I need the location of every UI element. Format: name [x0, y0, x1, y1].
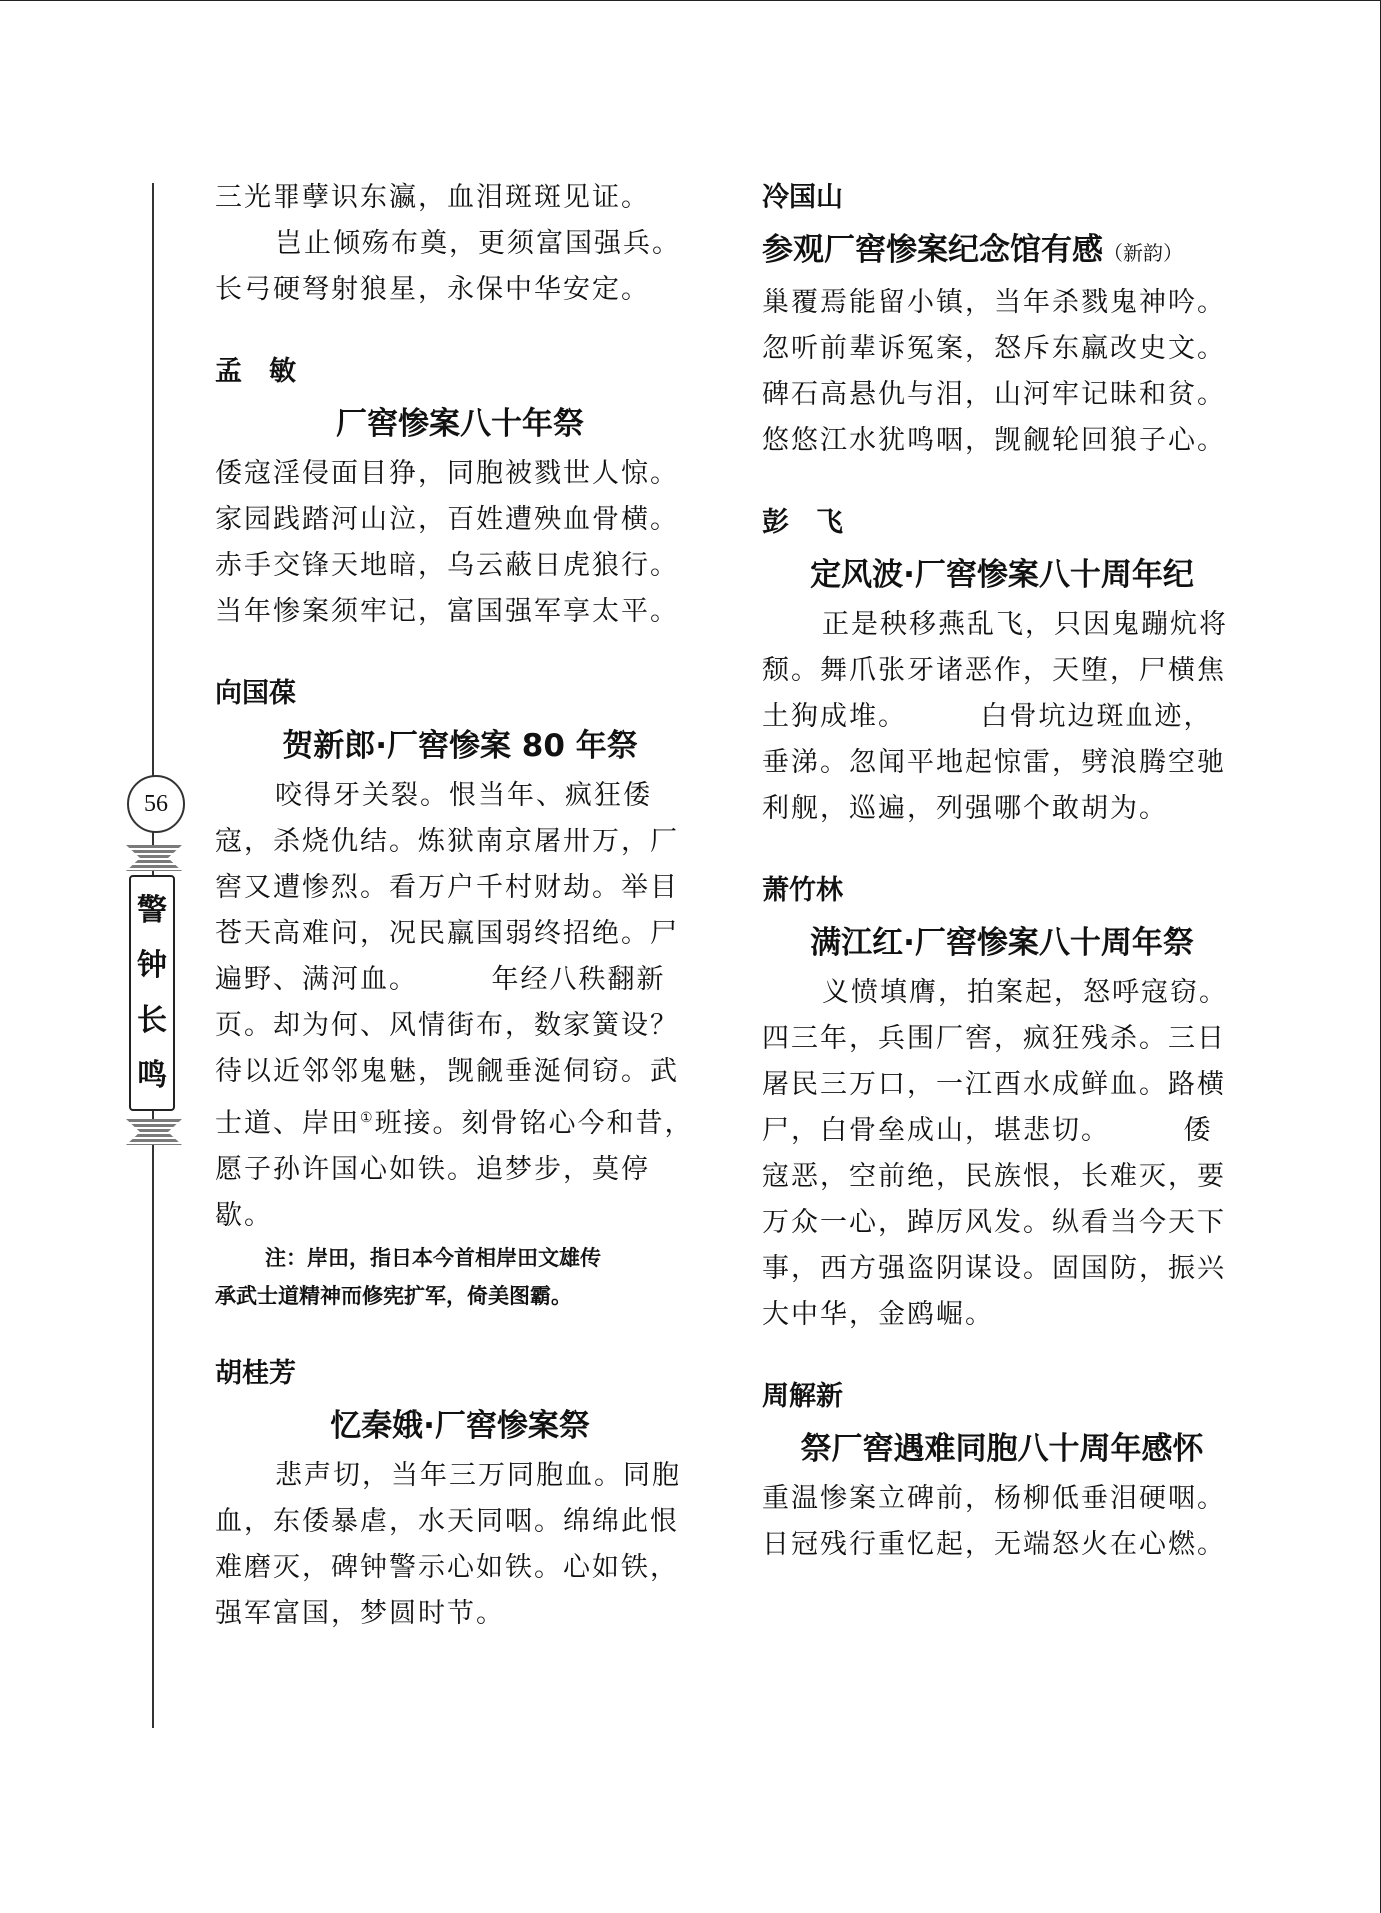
poem-line: 页。却为何、风情街布，数家簧设？ — [215, 1010, 679, 1041]
poem-line: 屠民三万口，一江酉水成鲜血。路横 — [762, 1069, 1226, 1100]
poem-line: 寇恶，空前绝，民族恨，长难灭，要 — [762, 1161, 1226, 1192]
poem-line: 倭寇淫侵面目狰，同胞被戮世人惊。 — [215, 458, 679, 489]
poem-author: 冷国山 — [762, 182, 843, 213]
poem-line: 大中华，金鸥崛。 — [762, 1299, 994, 1330]
poem-line: 愿子孙许国心如铁。追梦步，莫停 — [215, 1154, 650, 1185]
poem-leng — [762, 175, 1242, 464]
right-column — [762, 175, 1242, 1568]
poem-title-text: 参观厂窖惨案纪念馆有感 — [762, 232, 1103, 268]
poem-line: 寇，杀烧仇结。炼狱南京屠卅万，厂 — [215, 826, 679, 857]
left-column — [215, 175, 705, 1637]
page-number: 56 — [127, 775, 185, 833]
poem-line: 万众一心，踔厉风发。纵看当今天下 — [762, 1207, 1226, 1238]
poem-author: 萧竹林 — [762, 875, 843, 906]
poem-line: 巢覆焉能留小镇，当年杀戮鬼神吟。 — [762, 287, 1226, 318]
footnote-line: 承武士道精神而修宪扩军，倚美图霸。 — [215, 1283, 572, 1308]
poem-peng — [762, 500, 1242, 832]
poem-line: 家园践踏河山泣，百姓遭殃血骨横。 — [215, 504, 679, 535]
poem-line: 利舰，巡遍，列强哪个敢胡为。 — [762, 793, 1168, 824]
banner-stripes-bottom — [126, 1119, 182, 1145]
poem-xiang — [215, 671, 705, 1315]
poem-line: 土狗成堆。 白骨坑边斑血迹， — [762, 701, 1213, 732]
banner-stripes-top — [126, 845, 182, 871]
poem-line: 忽听前辈诉冤案，怒斥东羸改史文。 — [762, 333, 1226, 364]
poem-line-part: 班接。刻骨铭心今和昔， — [374, 1108, 694, 1139]
poem-zhou — [762, 1374, 1242, 1568]
poem-author: 彭 飞 — [762, 507, 843, 538]
poem-title: 定风波·厂窖惨案八十周年纪 — [810, 557, 1194, 593]
poem-line: 颓。舞爪张牙诸恶作，天堕，尸横焦 — [762, 655, 1226, 686]
poem-line: 悠悠江水犹鸣咽，觊觎轮回狼子心。 — [762, 425, 1226, 456]
poem-line: 难磨灭，碑钟警示心如铁。心如铁， — [215, 1552, 679, 1583]
banner-char: 鸣 — [137, 1057, 167, 1093]
poem-line — [215, 1095, 705, 1147]
page-top-border — [0, 0, 1381, 1]
poem-line: 悲声切，当年三万同胞血。同胞 — [275, 1460, 681, 1491]
poem-title: 满江红·厂窖惨案八十周年祭 — [810, 925, 1194, 961]
banner-box — [129, 875, 175, 1111]
poem-line: 事，西方强盗阴谋设。固国防，振兴 — [762, 1253, 1226, 1284]
poem-line: 日冠残行重忆起，无端怒火在心燃。 — [762, 1529, 1226, 1560]
poem-line: 待以近邻邻鬼魅，觊觎垂涎伺窃。武 — [215, 1056, 679, 1087]
banner-char: 钟 — [137, 947, 167, 983]
poem-author: 胡桂芳 — [215, 1358, 296, 1389]
banner-char: 长 — [137, 1002, 167, 1038]
footnote-marker: ① — [360, 1110, 375, 1126]
poem-line: 当年惨案须牢记，富国强军享太平。 — [215, 596, 679, 627]
poem-title: 忆秦娥·厂窖惨案祭 — [330, 1408, 590, 1444]
poem-author: 孟 敏 — [215, 356, 296, 387]
poem-meng — [215, 349, 705, 635]
poem-hu — [215, 1351, 705, 1637]
poem-line: 强军富国，梦圆时节。 — [215, 1598, 505, 1629]
poem-author: 向国葆 — [215, 678, 296, 709]
banner-char: 警 — [137, 892, 167, 928]
poem-line: 长弓硬弩射狼星，永保中华安定。 — [215, 274, 650, 305]
poem-line: 四三年，兵围厂窖，疯狂残杀。三日 — [762, 1023, 1226, 1054]
poem-line: 赤手交锋天地暗，乌云蔽日虎狼行。 — [215, 550, 679, 581]
poem-title — [762, 225, 1242, 278]
poem-line: 咬得牙关裂。恨当年、疯狂倭 — [275, 780, 652, 811]
poem-line: 岂止倾殇布奠，更须富国强兵。 — [275, 228, 681, 259]
poem-line: 义愤填膺，拍案起，怒呼寇窃。 — [822, 977, 1228, 1008]
poem-xiao — [762, 868, 1242, 1338]
poem-title: 厂窖惨案八十年祭 — [336, 406, 584, 442]
footnote-line: 注：岸田，指日本今首相岸田文雄传 — [265, 1245, 601, 1270]
poem-line: 尸，白骨垒成山，堪悲切。 倭 — [762, 1115, 1213, 1146]
poem-line-part: 士道、岸田 — [215, 1108, 360, 1139]
poem-line: 血，东倭暴虐，水天同咽。绵绵此恨 — [215, 1506, 679, 1537]
poem-line: 遍野、满河血。 年经八秩翻新 — [215, 964, 666, 995]
intro-poem-ending — [215, 175, 705, 313]
poem-line: 重温惨案立碑前，杨柳低垂泪硬咽。 — [762, 1483, 1226, 1514]
section-banner — [126, 845, 182, 1145]
poem-title: 祭厂窖遇难同胞八十周年感怀 — [800, 1431, 1204, 1467]
poem-line: 三光罪孽识东瀛，血泪斑斑见证。 — [215, 182, 650, 213]
poem-line: 歇。 — [215, 1200, 273, 1231]
poem-line: 垂涕。忽闻平地起惊雷，劈浪腾空驰 — [762, 747, 1226, 778]
poem-title: 贺新郎·厂窖惨案 80 年祭 — [282, 728, 638, 764]
poem-line: 苍天高难问，况民羸国弱终招绝。尸 — [215, 918, 679, 949]
poem-author: 周解新 — [762, 1381, 843, 1412]
poem-line: 碑石高悬仇与泪，山河牢记昧和贫。 — [762, 379, 1226, 410]
poem-line: 窖又遭惨烈。看万户千村财劫。举目 — [215, 872, 679, 903]
poem-line: 正是秧移燕乱飞，只因鬼蹦炕将 — [822, 609, 1228, 640]
poem-title-tag: （新韵） — [1103, 241, 1183, 265]
